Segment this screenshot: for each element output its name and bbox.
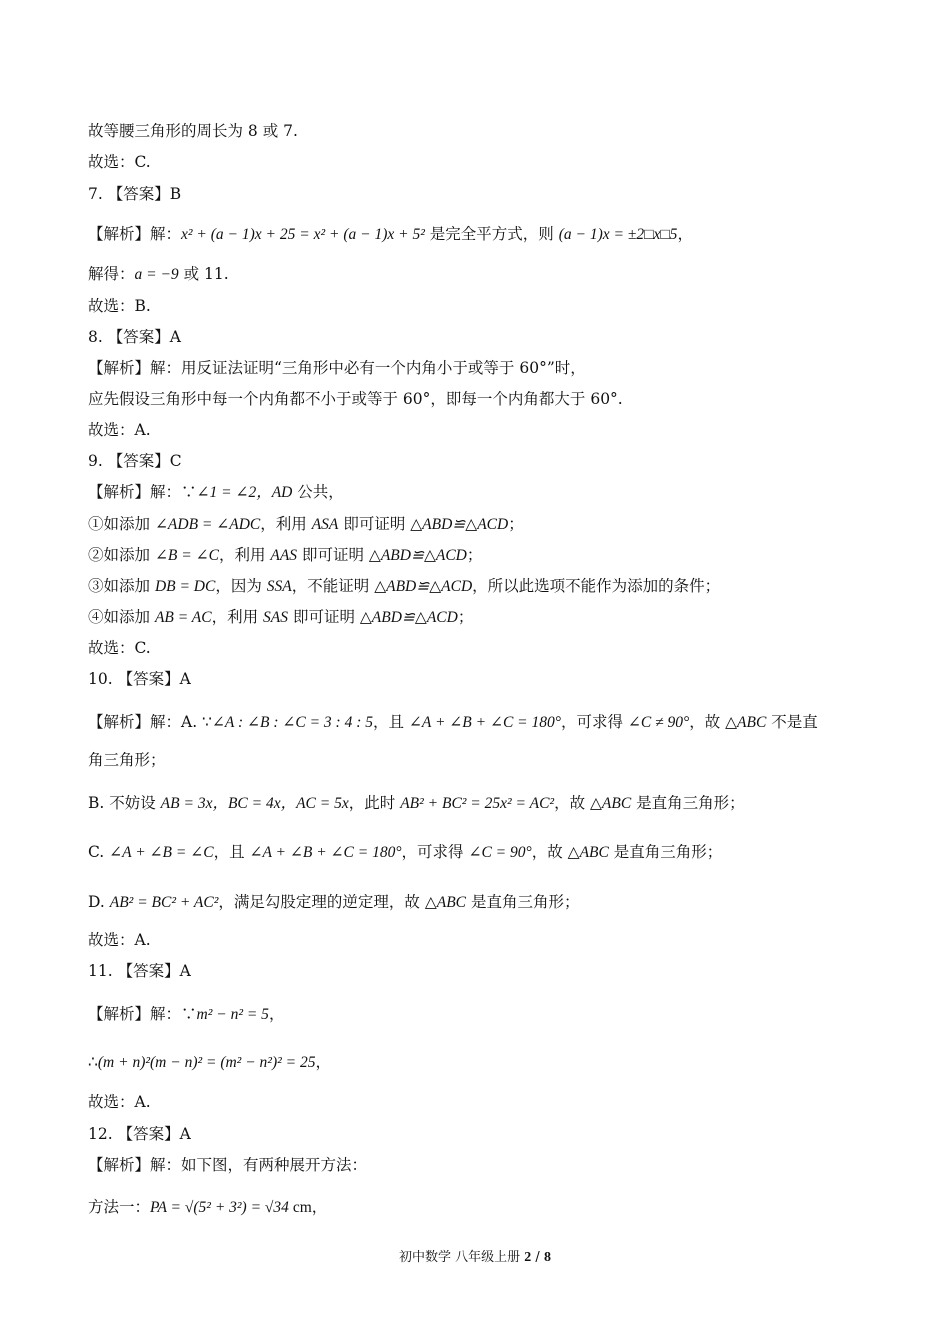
answer-heading-7 xyxy=(88,184,181,204)
text: C. xyxy=(88,843,110,861)
answer-heading-8 xyxy=(88,327,181,347)
text: ②如添加 xyxy=(88,546,155,564)
math-expression: (m + n)²(m − n)² = (m² − n²)² = 25 xyxy=(97,1054,316,1071)
text-line xyxy=(88,152,151,172)
math-expression: a = −9 xyxy=(134,266,179,283)
text: 即可证明 xyxy=(338,515,411,533)
page-footer xyxy=(0,1246,950,1266)
text: 11. 【答案】A xyxy=(88,962,191,980)
math-expression: ∠A : ∠B : ∠C = 3 : 4 : 5 xyxy=(211,714,373,731)
text: ，可求得 xyxy=(560,713,628,731)
math-expression: ∠1 = ∠2，AD xyxy=(196,484,293,501)
page-total: 8 xyxy=(543,1250,551,1265)
text-line xyxy=(88,638,151,658)
text: ， xyxy=(677,225,693,243)
text: 故选：C. xyxy=(88,153,151,171)
text: ①如添加 xyxy=(88,515,155,533)
text-line xyxy=(88,264,229,285)
text-line xyxy=(88,514,524,535)
math-expression: △ABC xyxy=(424,894,467,911)
text-line xyxy=(88,1155,367,1175)
math-expression: ∠A + ∠B + ∠C = 180° xyxy=(249,844,402,861)
text: 方法一： xyxy=(88,1198,151,1216)
answer-heading-11 xyxy=(88,961,191,981)
text: 即可证明 xyxy=(288,608,360,626)
analysis-line xyxy=(88,482,344,503)
math-expression: SAS xyxy=(263,609,289,626)
text-line xyxy=(88,296,151,316)
answer-heading-12 xyxy=(88,1124,191,1144)
text-line xyxy=(88,121,298,141)
footer-title: 初中数学 八年级上册 xyxy=(399,1250,525,1265)
text: 即可证明 xyxy=(297,546,369,564)
text: ； xyxy=(466,546,483,564)
unit: cm xyxy=(288,1199,312,1216)
text: ，故 xyxy=(554,794,590,812)
math-expression: △ABC xyxy=(590,795,632,812)
text: ； xyxy=(457,608,474,626)
text-line xyxy=(88,420,151,440)
text: 故选：A. xyxy=(88,1093,151,1111)
math-expression: ∠B = ∠C xyxy=(154,547,219,564)
text: 【解析】解：用反证法证明“三角形中必有一个内角小于或等于 60°”时， xyxy=(88,359,586,377)
math-expression: △ABD≌△ACD xyxy=(359,609,458,626)
text: 或 11. xyxy=(178,265,229,283)
text: 7. 【答案】B xyxy=(88,185,182,203)
text: 故选：A. xyxy=(88,421,151,439)
analysis-line xyxy=(88,1004,284,1025)
answer-heading-9 xyxy=(88,451,182,471)
math-expression: △ABD≌△ACD xyxy=(410,516,509,533)
text: ，可求得 xyxy=(401,843,469,861)
text-line xyxy=(88,1052,331,1073)
text: ， xyxy=(268,1005,285,1023)
math-expression: AAS xyxy=(270,547,298,564)
text: ，不能证明 xyxy=(291,577,375,595)
math-expression: ∠A + ∠B + ∠C = 180° xyxy=(408,714,561,731)
text: ，故 xyxy=(689,713,726,731)
text: ，故 xyxy=(531,843,568,861)
math-expression: AB = 3x，BC = 4x，AC = 5x xyxy=(160,795,349,812)
math-expression: ∠A + ∠B = ∠C xyxy=(109,844,214,861)
text: ， xyxy=(315,1053,331,1071)
page-separator: / xyxy=(531,1250,544,1265)
text: ，所以此选项不能作为添加的条件； xyxy=(472,577,721,595)
text: ，利用 xyxy=(211,608,264,626)
math-expression: ∠C = 90° xyxy=(468,844,532,861)
math-expression: ∠ADB = ∠ADC xyxy=(154,516,261,533)
math-expression: SSA xyxy=(266,578,292,595)
text-line xyxy=(88,1092,151,1112)
text: 12. 【答案】A xyxy=(88,1125,191,1143)
text: ，利用 xyxy=(260,515,312,533)
text: 故选：A. xyxy=(88,931,151,949)
text: 故等腰三角形的周长为 8 或 7. xyxy=(88,122,298,140)
text: ，因为 xyxy=(215,577,267,595)
text-line xyxy=(88,750,166,770)
text: 故选：B. xyxy=(88,297,151,315)
text: ，且 xyxy=(372,713,409,731)
math-expression: m² − n² = 5 xyxy=(196,1006,269,1023)
text-line xyxy=(88,389,623,409)
text: 是完全平方式，则 xyxy=(424,225,559,243)
text: 【解析】解： xyxy=(88,225,182,243)
text: ，满足勾股定理的逆定理，故 xyxy=(218,893,425,911)
text: 【解析】解：∵ xyxy=(88,483,197,501)
math-expression: x² + (a − 1)x + 25 = x² + (a − 1)x + 5² xyxy=(181,226,425,243)
text: ，利用 xyxy=(218,546,271,564)
text: ④如添加 xyxy=(88,608,155,626)
math-expression: △ABD≌△ACD xyxy=(374,578,473,595)
text: 解得： xyxy=(88,265,135,283)
analysis-line xyxy=(88,712,818,733)
text-line xyxy=(88,892,579,913)
math-expression: △ABC xyxy=(725,714,767,731)
text: ，且 xyxy=(213,843,250,861)
text: ， xyxy=(311,1198,328,1216)
text: B. 不妨设 xyxy=(88,794,161,812)
text: 【解析】解：∵ xyxy=(88,1005,197,1023)
answer-heading-10 xyxy=(88,669,191,689)
text: 9. 【答案】C xyxy=(88,452,182,470)
text-line xyxy=(88,842,722,863)
math-expression: DB = DC xyxy=(154,578,216,595)
text: 公共， xyxy=(292,483,344,501)
analysis-line xyxy=(88,224,693,245)
text-line xyxy=(88,930,151,950)
page-number: 2 xyxy=(524,1250,532,1265)
text: 角三角形； xyxy=(88,751,166,769)
math-expression: (a − 1)x = ±2□x□5 xyxy=(558,226,678,243)
text: 是直角三角形； xyxy=(608,843,723,861)
math-expression: ∠C ≠ 90° xyxy=(627,714,690,731)
text: ∴ xyxy=(88,1053,98,1071)
text-line xyxy=(88,545,482,566)
math-expression: AB² + BC² = 25x² = AC² xyxy=(400,795,555,812)
text: 不是直 xyxy=(766,713,818,731)
text: ③如添加 xyxy=(88,577,155,595)
text-line xyxy=(88,576,720,597)
text: 是直角三角形； xyxy=(631,794,745,812)
text: 故选：C. xyxy=(88,639,151,657)
text-line xyxy=(88,793,745,814)
text-line xyxy=(88,607,473,628)
text: 8. 【答案】A xyxy=(88,328,181,346)
text: D. xyxy=(88,893,110,911)
text: 应先假设三角形中每一个内角都不小于或等于 60°，即每一个内角都大于 60°. xyxy=(88,390,623,408)
math-expression: ASA xyxy=(311,516,339,533)
text-line xyxy=(88,1197,327,1218)
text: 【解析】解：如下图，有两种展开方法： xyxy=(88,1156,368,1174)
text: 10. 【答案】A xyxy=(88,670,191,688)
math-expression: △ABD≌△ACD xyxy=(368,547,467,564)
text: ； xyxy=(508,515,524,533)
math-expression: AB = AC xyxy=(154,609,212,626)
math-expression: PA = √(5² + 3²) = √34 xyxy=(150,1199,289,1216)
text: ，此时 xyxy=(348,794,401,812)
math-expression: AB² = BC² + AC² xyxy=(109,894,219,911)
text: 【解析】解：A. ∵ xyxy=(88,713,212,731)
text: 是直角三角形； xyxy=(466,893,580,911)
math-expression: △ABC xyxy=(567,844,609,861)
text-line xyxy=(88,358,586,378)
